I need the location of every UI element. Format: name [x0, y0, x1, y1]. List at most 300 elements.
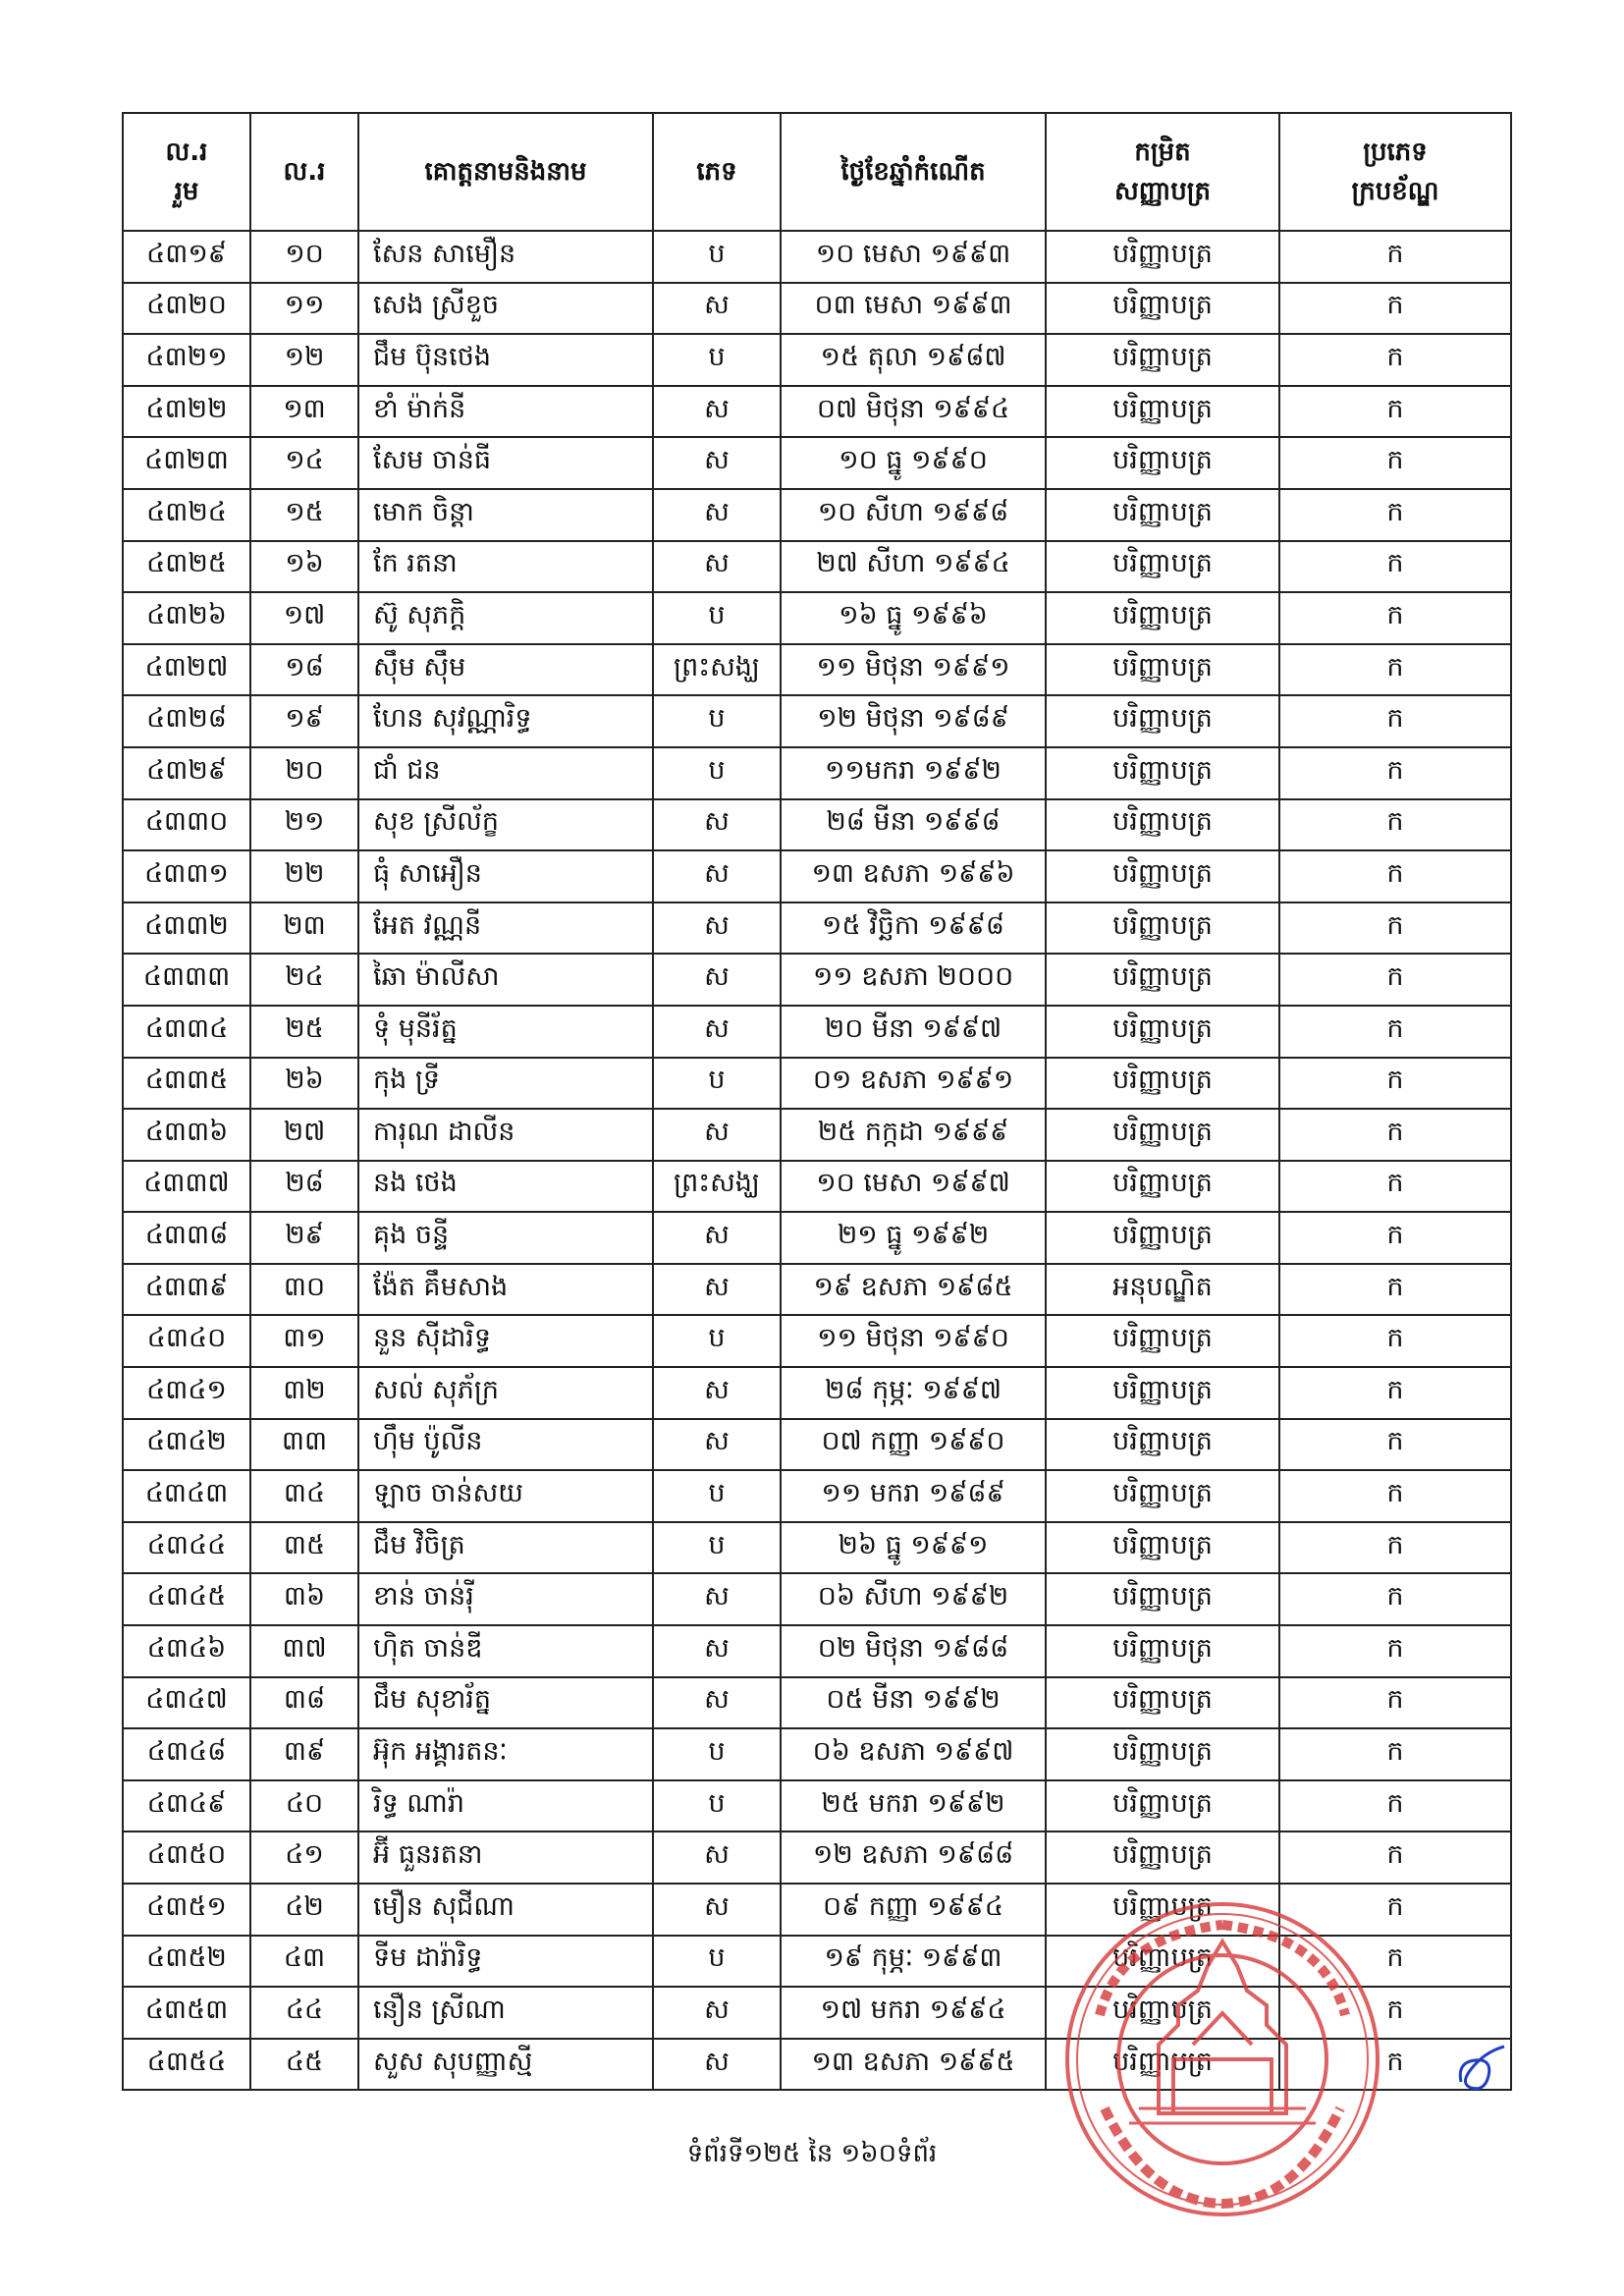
cell-name: ហ៊ិត ចាន់ឌី: [358, 1625, 653, 1677]
cell-name: ជឹម សុខារ័ត្ន: [358, 1677, 653, 1729]
table-row: [123, 1315, 1511, 1367]
cell-global_no: ៤៣៤៨: [123, 1728, 250, 1780]
cell-degree: បរិញ្ញាបត្រ: [1046, 850, 1279, 902]
cell-gender: ស: [653, 1367, 781, 1419]
table-row: [123, 437, 1511, 489]
cell-global_no: ៤៣៤៧: [123, 1677, 250, 1729]
cell-global_no: ៤៣២៧: [123, 644, 250, 696]
cell-name: ជឹម វិចិត្រ: [358, 1522, 653, 1574]
cell-dob: ២៦ ធ្នូ ១៩៩១: [781, 1522, 1046, 1574]
cell-global_no: ៤៣២០: [123, 283, 250, 335]
signature-mark: [1453, 2043, 1512, 2102]
cell-category: ក: [1279, 1936, 1511, 1988]
cell-dob: ០៣ មេសា ១៩៩៣: [781, 283, 1046, 335]
cell-name: ឡាច ចាន់សយ: [358, 1470, 653, 1522]
cell-global_no: ៤៣៤២: [123, 1419, 250, 1471]
cell-global_no: ៤៣៥០: [123, 1831, 250, 1884]
table-row: [123, 1367, 1511, 1419]
table-row: [123, 644, 1511, 696]
cell-global_no: ៤៣៥៤: [123, 2039, 250, 2091]
cell-gender: ស: [653, 1987, 781, 2039]
cell-no: ៣៨: [250, 1677, 358, 1729]
cell-category: ក: [1279, 231, 1511, 283]
cell-category: ក: [1279, 386, 1511, 438]
cell-dob: ០២ មិថុនា ១៩៨៨: [781, 1625, 1046, 1677]
cell-category: ក: [1279, 1522, 1511, 1574]
cell-name: ការុណ ដាលីន: [358, 1109, 653, 1161]
cell-dob: ១២ មិថុនា ១៩៨៩: [781, 695, 1046, 747]
cell-dob: ១៩ ឧសភា ១៩៨៥: [781, 1264, 1046, 1316]
cell-gender: ប: [653, 1470, 781, 1522]
cell-dob: ២៥ មករា ១៩៩២: [781, 1780, 1046, 1832]
cell-category: ក: [1279, 592, 1511, 644]
cell-category: ក: [1279, 283, 1511, 335]
cell-name: នឿន ស្រីណា: [358, 1987, 653, 2039]
cell-degree: បរិញ្ញាបត្រ: [1046, 644, 1279, 696]
table-row: [123, 1677, 1511, 1729]
cell-global_no: ៤៣២៦: [123, 592, 250, 644]
cell-category: ក: [1279, 2039, 1511, 2091]
cell-category: ក: [1279, 541, 1511, 593]
cell-name: សល់ សុភ័ក្រ: [358, 1367, 653, 1419]
cell-no: ៣៥: [250, 1522, 358, 1574]
cell-gender: ស: [653, 437, 781, 489]
cell-dob: ២៨ មីនា ១៩៩៨: [781, 799, 1046, 851]
table-row: [123, 902, 1511, 955]
cell-gender: ប: [653, 1522, 781, 1574]
cell-category: ក: [1279, 1109, 1511, 1161]
cell-name: ស៊ូ សុភក្តិ: [358, 592, 653, 644]
cell-dob: ០៧ មិថុនា ១៩៩៤: [781, 386, 1046, 438]
column-header-category: [1279, 113, 1511, 231]
cell-gender: ស: [653, 283, 781, 335]
cell-global_no: ៤៣៣២: [123, 902, 250, 955]
cell-gender: ស: [653, 1625, 781, 1677]
cell-degree: បរិញ្ញាបត្រ: [1046, 1367, 1279, 1419]
cell-category: ក: [1279, 954, 1511, 1006]
cell-degree: បរិញ្ញាបត្រ: [1046, 747, 1279, 799]
cell-no: ២០: [250, 747, 358, 799]
table-row: [123, 1625, 1511, 1677]
cell-gender: ប: [653, 231, 781, 283]
cell-name: ង៉ែត គឹមសាង: [358, 1264, 653, 1316]
cell-dob: ១១ មិថុនា ១៩៩០: [781, 1315, 1046, 1367]
cell-name: ជាំ ជន: [358, 747, 653, 799]
cell-name: ស៊ឹម ស៊ឹម: [358, 644, 653, 696]
cell-dob: ១១ ឧសភា ២០០០: [781, 954, 1046, 1006]
table-row: [123, 283, 1511, 335]
cell-dob: ២៨ កុម្ភៈ ១៩៩៧: [781, 1367, 1046, 1419]
cell-gender: ស: [653, 1419, 781, 1471]
table-row: [123, 954, 1511, 1006]
cell-category: ក: [1279, 644, 1511, 696]
cell-gender: ប: [653, 1058, 781, 1110]
cell-no: ១៦: [250, 541, 358, 593]
cell-global_no: ៤៣៤៥: [123, 1573, 250, 1625]
column-header-label: គោត្តនាមនិងនាម: [424, 157, 587, 187]
cell-degree: បរិញ្ញាបត្រ: [1046, 231, 1279, 283]
table-row: [123, 386, 1511, 438]
cell-name: អ៊ុក អង្គារតនៈ: [358, 1728, 653, 1780]
cell-dob: ០៥ មីនា ១៩៩២: [781, 1677, 1046, 1729]
cell-degree: បរិញ្ញាបត្រ: [1046, 1058, 1279, 1110]
table-row: [123, 1264, 1511, 1316]
cell-gender: ប: [653, 1780, 781, 1832]
cell-gender: ព្រះសង្ឃ: [653, 1161, 781, 1213]
cell-no: ១៣: [250, 386, 358, 438]
cell-no: ៤៥: [250, 2039, 358, 2091]
cell-global_no: ៤៣៥៣: [123, 1987, 250, 2039]
cell-name: កុង ទ្រី: [358, 1058, 653, 1110]
cell-global_no: ៤៣២៩: [123, 747, 250, 799]
cell-global_no: ៤៣២២: [123, 386, 250, 438]
cell-dob: ០៦ សីហា ១៩៩២: [781, 1573, 1046, 1625]
cell-category: ក: [1279, 1780, 1511, 1832]
table-header: [123, 113, 1511, 231]
cell-global_no: ៤៣៥២: [123, 1936, 250, 1988]
cell-dob: ១១មករា ១៩៩២: [781, 747, 1046, 799]
cell-name: មឿន សុជីណា: [358, 1884, 653, 1936]
cell-global_no: ៤៣៣៤: [123, 1006, 250, 1058]
cell-name: ឆៃា ម៉ាលីសា: [358, 954, 653, 1006]
table-row: [123, 1006, 1511, 1058]
cell-global_no: ៤៣១៩: [123, 231, 250, 283]
cell-category: ក: [1279, 489, 1511, 541]
column-header-label: ថ្ងៃខែឆ្នាំកំណើត: [840, 157, 986, 187]
table-row: [123, 695, 1511, 747]
cell-dob: ១០ មេសា ១៩៩៧: [781, 1161, 1046, 1213]
table-row: [123, 799, 1511, 851]
cell-degree: បរិញ្ញាបត្រ: [1046, 902, 1279, 955]
cell-dob: ១៦ ធ្នូ ១៩៩៦: [781, 592, 1046, 644]
cell-no: ១៩: [250, 695, 358, 747]
cell-degree: បរិញ្ញាបត្រ: [1046, 1936, 1279, 1988]
cell-name: មោក ចិន្តា: [358, 489, 653, 541]
cell-degree: បរិញ្ញាបត្រ: [1046, 695, 1279, 747]
table-row: [123, 1780, 1511, 1832]
cell-category: ក: [1279, 334, 1511, 386]
cell-category: ក: [1279, 1058, 1511, 1110]
column-header-global_no: [123, 113, 250, 231]
cell-no: ៤០: [250, 1780, 358, 1832]
cell-gender: ប: [653, 1936, 781, 1988]
cell-no: ១១: [250, 283, 358, 335]
cell-category: ក: [1279, 1470, 1511, 1522]
cell-gender: ស: [653, 489, 781, 541]
cell-no: ២២: [250, 850, 358, 902]
table-row: [123, 747, 1511, 799]
cell-global_no: ៤៣២៥: [123, 541, 250, 593]
cell-name: ធុំ សាអឿន: [358, 850, 653, 902]
cell-global_no: ៤៣៤០: [123, 1315, 250, 1367]
cell-degree: បរិញ្ញាបត្រ: [1046, 799, 1279, 851]
cell-global_no: ៤៣៣៨: [123, 1212, 250, 1264]
cell-name: រិទ្ធ ណារ៉ា: [358, 1780, 653, 1832]
cell-degree: បរិញ្ញាបត្រ: [1046, 1677, 1279, 1729]
table-row: [123, 1161, 1511, 1213]
cell-dob: ០៧ កញ្ញា ១៩៩០: [781, 1419, 1046, 1471]
cell-name: អែត វណ្ណនី: [358, 902, 653, 955]
cell-global_no: ៤៣៣៦: [123, 1109, 250, 1161]
cell-category: ក: [1279, 1367, 1511, 1419]
cell-degree: បរិញ្ញាបត្រ: [1046, 592, 1279, 644]
cell-no: ២៩: [250, 1212, 358, 1264]
table-row: [123, 1419, 1511, 1471]
cell-category: ក: [1279, 1884, 1511, 1936]
cell-degree: បរិញ្ញាបត្រ: [1046, 1728, 1279, 1780]
cell-gender: ស: [653, 799, 781, 851]
table-row: [123, 1212, 1511, 1264]
cell-global_no: ៤៣៣៥: [123, 1058, 250, 1110]
cell-dob: ១៧ មករា ១៩៩៤: [781, 1987, 1046, 2039]
cell-dob: ២៧ សីហា ១៩៩៤: [781, 541, 1046, 593]
cell-name: សេង ស្រីខួច: [358, 283, 653, 335]
cell-dob: ១០ សីហា ១៩៩៨: [781, 489, 1046, 541]
cell-no: ៤១: [250, 1831, 358, 1884]
cell-global_no: ៤៣៣៩: [123, 1264, 250, 1316]
column-header-degree: [1046, 113, 1279, 231]
column-header-label: ភេទ: [696, 157, 737, 187]
cell-category: ក: [1279, 1573, 1511, 1625]
cell-degree: បរិញ្ញាបត្រ: [1046, 1625, 1279, 1677]
cell-name: ខាន់ ចាន់រ៉ី: [358, 1573, 653, 1625]
cell-degree: បរិញ្ញាបត្រ: [1046, 1006, 1279, 1058]
cell-degree: បរិញ្ញាបត្រ: [1046, 1780, 1279, 1832]
cell-no: ៣០: [250, 1264, 358, 1316]
table-row: [123, 1058, 1511, 1110]
cell-dob: ២០ មីនា ១៩៩៧: [781, 1006, 1046, 1058]
cell-no: ១៤: [250, 437, 358, 489]
cell-degree: បរិញ្ញាបត្រ: [1046, 1212, 1279, 1264]
cell-gender: ស: [653, 2039, 781, 2091]
cell-no: ៤២: [250, 1884, 358, 1936]
cell-no: ៣៣: [250, 1419, 358, 1471]
cell-name: សួស សុបញ្ញាស្មី: [358, 2039, 653, 2091]
cell-dob: ២១ ធ្នូ ១៩៩២: [781, 1212, 1046, 1264]
cell-gender: ប: [653, 334, 781, 386]
table-row: [123, 850, 1511, 902]
cell-global_no: ៤៣៤៦: [123, 1625, 250, 1677]
cell-category: ក: [1279, 902, 1511, 955]
cell-gender: ស: [653, 1884, 781, 1936]
cell-category: ក: [1279, 1677, 1511, 1729]
column-header-label: ប្រភេទ: [1363, 137, 1428, 167]
cell-no: ១៨: [250, 644, 358, 696]
table-row: [123, 334, 1511, 386]
cell-global_no: ៤៣៤៤: [123, 1522, 250, 1574]
cell-category: ក: [1279, 1419, 1511, 1471]
cell-category: ក: [1279, 1212, 1511, 1264]
cell-category: ក: [1279, 695, 1511, 747]
cell-global_no: ៤៣៤១: [123, 1367, 250, 1419]
cell-degree: បរិញ្ញាបត្រ: [1046, 283, 1279, 335]
cell-name: អ៊ី ធួនរតនា: [358, 1831, 653, 1884]
column-header-label: សញ្ញាបត្រ: [1113, 177, 1211, 206]
cell-category: ក: [1279, 1264, 1511, 1316]
cell-dob: ១២ ឧសភា ១៩៨៨: [781, 1831, 1046, 1884]
personnel-table: [122, 112, 1512, 2091]
column-header-label: ក្របខ័ណ្ឌ: [1351, 177, 1439, 206]
cell-category: ក: [1279, 1006, 1511, 1058]
cell-category: ក: [1279, 799, 1511, 851]
cell-gender: ស: [653, 1573, 781, 1625]
cell-degree: បរិញ្ញាបត្រ: [1046, 437, 1279, 489]
cell-name: ខាំ ម៉ាក់នី: [358, 386, 653, 438]
cell-global_no: ៤៣២១: [123, 334, 250, 386]
cell-gender: ប: [653, 1315, 781, 1367]
cell-global_no: ៤៣៣០: [123, 799, 250, 851]
cell-dob: ០៦ ឧសភា ១៩៩៧: [781, 1728, 1046, 1780]
page-number: ទំព័រទី១២៥ នៃ ១៦០ទំព័រ: [686, 2139, 938, 2168]
cell-no: ២៦: [250, 1058, 358, 1110]
cell-name: គុង ចន្ទី: [358, 1212, 653, 1264]
cell-name: ជឹម ប៊ុនថេង: [358, 334, 653, 386]
cell-no: ៣៩: [250, 1728, 358, 1780]
cell-dob: ១៣ ឧសភា ១៩៩៥: [781, 2039, 1046, 2091]
cell-gender: ប: [653, 1728, 781, 1780]
cell-no: ២៧: [250, 1109, 358, 1161]
table-row: [123, 1522, 1511, 1574]
cell-global_no: ៤៣៣៣: [123, 954, 250, 1006]
cell-degree: បរិញ្ញាបត្រ: [1046, 1831, 1279, 1884]
cell-degree: បរិញ្ញាបត្រ: [1046, 334, 1279, 386]
cell-global_no: ៤៣២៨: [123, 695, 250, 747]
table-row: [123, 1831, 1511, 1884]
cell-category: ក: [1279, 1625, 1511, 1677]
cell-degree: បរិញ្ញាបត្រ: [1046, 1522, 1279, 1574]
cell-global_no: ៤៣២៤: [123, 489, 250, 541]
cell-gender: ស: [653, 1006, 781, 1058]
cell-global_no: ៤៣៤៩: [123, 1780, 250, 1832]
column-header-label: រួម: [174, 177, 199, 206]
cell-degree: បរិញ្ញាបត្រ: [1046, 954, 1279, 1006]
cell-dob: ១៥ តុលា ១៩៨៧: [781, 334, 1046, 386]
cell-no: ៣២: [250, 1367, 358, 1419]
cell-gender: ស: [653, 850, 781, 902]
cell-no: ១៧: [250, 592, 358, 644]
cell-category: ក: [1279, 437, 1511, 489]
cell-gender: ស: [653, 902, 781, 955]
table-row: [123, 1470, 1511, 1522]
cell-gender: ស: [653, 1264, 781, 1316]
cell-no: ២៤: [250, 954, 358, 1006]
cell-degree: បរិញ្ញាបត្រ: [1046, 1573, 1279, 1625]
cell-no: ២៥: [250, 1006, 358, 1058]
cell-no: ២៨: [250, 1161, 358, 1213]
table-row: [123, 541, 1511, 593]
cell-category: ក: [1279, 1161, 1511, 1213]
cell-degree: បរិញ្ញាបត្រ: [1046, 2039, 1279, 2091]
cell-gender: ស: [653, 1831, 781, 1884]
cell-gender: ស: [653, 1677, 781, 1729]
cell-degree: បរិញ្ញាបត្រ: [1046, 489, 1279, 541]
cell-name: សុខ ស្រីល័ក្ខ: [358, 799, 653, 851]
cell-category: ក: [1279, 1728, 1511, 1780]
table-row: [123, 1109, 1511, 1161]
cell-name: ហែន សុវណ្ណារិទ្ធ: [358, 695, 653, 747]
cell-category: ក: [1279, 1315, 1511, 1367]
cell-dob: ១៣ ឧសភា ១៩៩៦: [781, 850, 1046, 902]
cell-category: ក: [1279, 850, 1511, 902]
cell-gender: ប: [653, 747, 781, 799]
cell-global_no: ៤៣៣១: [123, 850, 250, 902]
table-body: [123, 231, 1511, 2090]
cell-degree: បរិញ្ញាបត្រ: [1046, 1884, 1279, 1936]
cell-dob: ០១ ឧសភា ១៩៩១: [781, 1058, 1046, 1110]
cell-gender: ស: [653, 541, 781, 593]
column-header-label: កម្រិត: [1134, 137, 1191, 167]
column-header-dob: [781, 113, 1046, 231]
cell-name: នួន ស៊ីដារិទ្ធ: [358, 1315, 653, 1367]
cell-dob: ១៩ កុម្ភៈ ១៩៩៣: [781, 1936, 1046, 1988]
cell-name: ទុំ មុនីរ័ត្ន: [358, 1006, 653, 1058]
cell-no: ១៥: [250, 489, 358, 541]
cell-name: កែ រតនា: [358, 541, 653, 593]
cell-name: សែម ចាន់ធី: [358, 437, 653, 489]
cell-no: ៣១: [250, 1315, 358, 1367]
cell-degree: បរិញ្ញាបត្រ: [1046, 541, 1279, 593]
cell-gender: ស: [653, 386, 781, 438]
cell-gender: ប: [653, 695, 781, 747]
cell-dob: ១០ ធ្នូ ១៩៩០: [781, 437, 1046, 489]
cell-category: ក: [1279, 1987, 1511, 2039]
cell-no: ៣៧: [250, 1625, 358, 1677]
cell-degree: បរិញ្ញាបត្រ: [1046, 1315, 1279, 1367]
cell-degree: បរិញ្ញាបត្រ: [1046, 1987, 1279, 2039]
cell-dob: ០៩ កញ្ញា ១៩៩៤: [781, 1884, 1046, 1936]
column-header-name: [358, 113, 653, 231]
column-header-label: ល.រ: [283, 157, 326, 187]
cell-gender: ស: [653, 954, 781, 1006]
cell-category: ក: [1279, 1831, 1511, 1884]
cell-no: ៣៤: [250, 1470, 358, 1522]
cell-gender: ស: [653, 1212, 781, 1264]
cell-name: សែន សាមឿន: [358, 231, 653, 283]
cell-gender: ស: [653, 1109, 781, 1161]
cell-global_no: ៤៣៤៣: [123, 1470, 250, 1522]
cell-gender: ប: [653, 592, 781, 644]
cell-degree: បរិញ្ញាបត្រ: [1046, 1470, 1279, 1522]
table-row: [123, 489, 1511, 541]
cell-no: ២៣: [250, 902, 358, 955]
cell-no: ១០: [250, 231, 358, 283]
table-row: [123, 231, 1511, 283]
cell-degree: បរិញ្ញាបត្រ: [1046, 1109, 1279, 1161]
cell-dob: ១១ មិថុនា ១៩៩១: [781, 644, 1046, 696]
cell-gender: ព្រះសង្ឃ: [653, 644, 781, 696]
cell-dob: ១១ មករា ១៩៨៩: [781, 1470, 1046, 1522]
header-row: [123, 113, 1511, 231]
cell-no: ២១: [250, 799, 358, 851]
cell-dob: ១៥ វិច្ឆិកា ១៩៩៨: [781, 902, 1046, 955]
cell-dob: ២៥ កក្កដា ១៩៩៩: [781, 1109, 1046, 1161]
cell-no: ៤៤: [250, 1987, 358, 2039]
cell-no: ១២: [250, 334, 358, 386]
cell-name: ហ៊ឹម ប៉ូលីន: [358, 1419, 653, 1471]
cell-no: ៤៣: [250, 1936, 358, 1988]
cell-global_no: ៤៣៣៧: [123, 1161, 250, 1213]
cell-degree: បរិញ្ញាបត្រ: [1046, 1419, 1279, 1471]
column-header-no: [250, 113, 358, 231]
table-row: [123, 1573, 1511, 1625]
table-row: [123, 1728, 1511, 1780]
column-header-label: ល.រ: [165, 137, 208, 167]
cell-degree: បរិញ្ញាបត្រ: [1046, 1161, 1279, 1213]
cell-name: ទីម ដារ៉ារិទ្ធ: [358, 1936, 653, 1988]
cell-global_no: ៤៣២៣: [123, 437, 250, 489]
cell-no: ៣៦: [250, 1573, 358, 1625]
cell-global_no: ៤៣៥១: [123, 1884, 250, 1936]
